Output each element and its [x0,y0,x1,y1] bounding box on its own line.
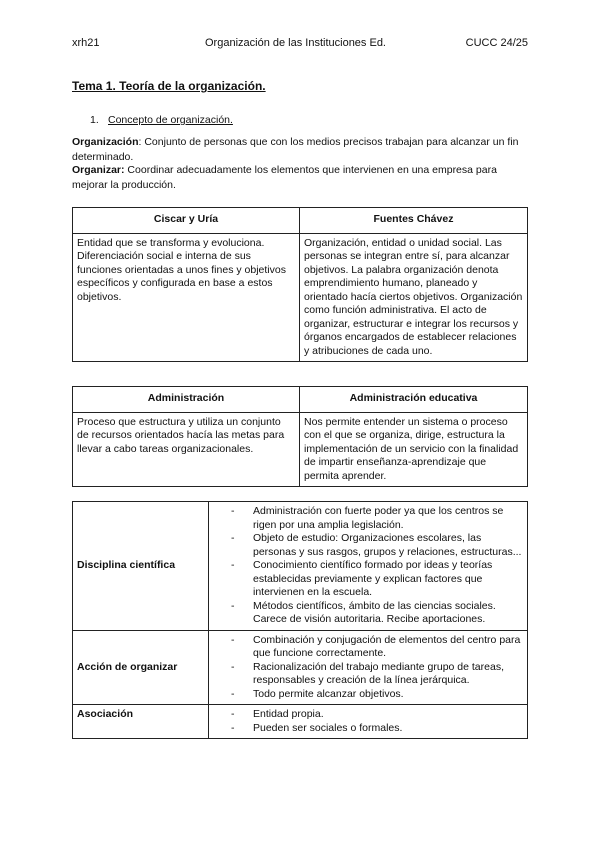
table-cell: Entidad que se transforma y evoluciona. Diferenciación social e interna de sus funciones orientadas a unos fines y objetivos específicos y configurada en base a estos objetivos. [73,233,300,362]
list-item: - Métodos científicos, ámbito de las ciencias sociales. Carece de visión autoritaria. Recibe aportaciones. [253,600,523,627]
authors-definitions-table [72,207,528,362]
table-row [73,630,528,705]
table-cell: Organización, entidad o unidad social. Las personas se integran entre sí, para alcanzar objetivos. La palabra organización denota emprendimiento humano, planeado y orientado hacía ciertos objetivos. Organización como función administrativa. El acto de organizar, estructurar e integrar los recursos y órganos encargados de establecer relaciones y atribuciones de cada uno. [300,233,528,362]
list-item: - Combinación y conjugación de elementos del centro para que funcione correctamente. [253,634,523,661]
table-row [73,412,528,487]
page-title: Tema 1. Teoría de la organización. [72,79,266,93]
header-course-title: Organización de las Instituciones Ed. [205,37,386,49]
definition-organizar [72,163,528,192]
header-course-code: CUCC 24/25 [465,37,528,49]
row-label: Acción de organizar [73,630,209,705]
table-header-cell: Administración educativa [300,387,528,413]
table-cell: Proceso que estructura y utiliza un conjunto de recursos orientados hacía las metas para llevar a cabo tareas organizacionales. [73,412,300,487]
bullet-list [213,505,523,627]
page-header [72,37,528,51]
list-item: - Objeto de estudio: Organizaciones escolares, las personas y sus rasgos, grupos y relaciones, estructuras... [253,532,523,559]
list-item-text: Concepto de organización. [108,114,233,126]
table-row [73,705,528,739]
definition-text: Coordinar adecuadamente los elementos que intervienen en una empresa para mejorar la producción. [72,164,497,191]
list-item: - Conocimiento científico formado por ideas y teorías establecidas previamente y explican factores que intervienen en la escuela. [253,559,523,600]
definition-text: : Conjunto de personas que con los medios precisos trabajan para alcanzar un fin determinado. [72,136,519,163]
administration-table [72,386,528,487]
table-header-cell: Ciscar y Uría [73,208,300,234]
table-header-row [73,387,528,413]
organization-aspects-table [72,501,528,739]
definition-term: Organizar: [72,164,125,176]
list-item: - Administración con fuerte poder ya que los centros se rigen por una amplia legislación. [253,505,523,532]
list-item: - Todo permite alcanzar objetivos. [253,688,523,702]
table-row [73,502,528,631]
table-header-cell: Fuentes Chávez [300,208,528,234]
table-cell: Nos permite entender un sistema o proceso con el que se organiza, dirige, estructura la implementación de un servicio con la finalidad de impartir enseñanza-aprendizaje que permita aprender. [300,412,528,487]
list-number: 1. [90,114,99,126]
list-item: - Entidad propia. [253,708,523,722]
bullet-list [213,708,523,735]
table-cell [209,705,528,739]
table-cell [209,502,528,631]
table-header-row [73,208,528,234]
header-author: xrh21 [72,37,100,49]
table-header-cell: Administración [73,387,300,413]
row-label: Asociación [73,705,209,739]
list-item: - Pueden ser sociales o formales. [253,722,523,736]
definition-organizacion [72,135,528,164]
list-item: - Racionalización del trabajo mediante grupo de tareas, responsables y creación de la línea jerárquica. [253,661,523,688]
numbered-list-item [90,114,233,128]
table-cell [209,630,528,705]
table-row [73,233,528,362]
definition-term: Organización [72,136,139,148]
bullet-list [213,634,523,702]
row-label: Disciplina científica [73,502,209,631]
